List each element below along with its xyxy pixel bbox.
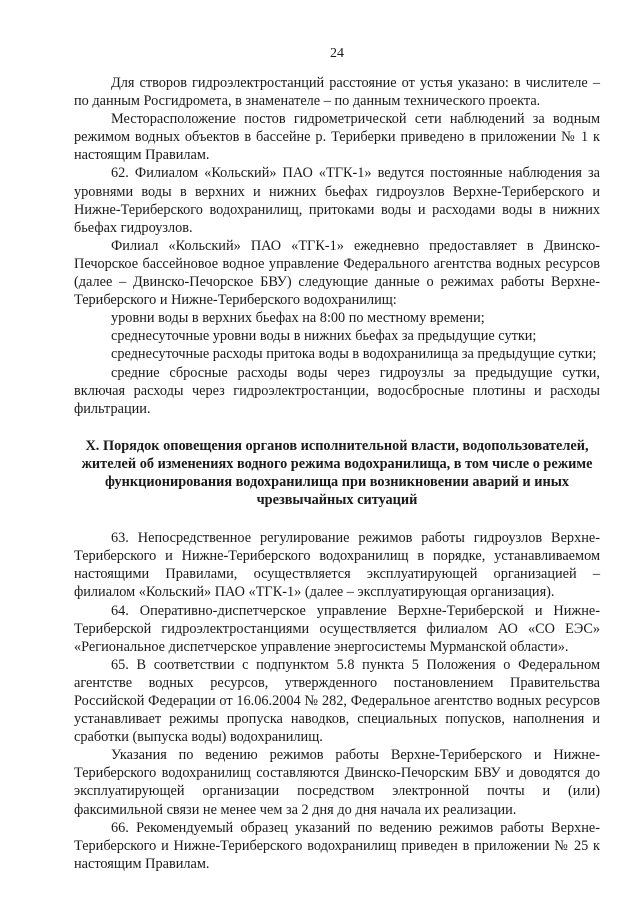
paragraph-63-regulation: 63. Непосредственное регулирование режимов работы гидроузлов Верхне-Териберского и Нижне-Териберского водохранилищ в порядке, устанавливаемом настоящими Правилами, осуществляется эксплуатирующей организацией – филиалом «Кольский» ПАО «ТГК-1» (далее – эксплуатирующая организация).	[74, 530, 600, 601]
document-body	[74, 74, 600, 873]
paragraph-64-dispatch: 64. Оперативно-диспетчерское управление Верхне-Териберской и Нижне-Териберской гидроэлектростанциями осуществляется филиалом АО «СО ЕЭС» «Региональное диспетчерское управление энергосистемы Мурманской области».	[74, 602, 600, 655]
section-heading-line-3: функционирования водохранилища при возникновении аварий и иных	[104, 473, 570, 490]
list-item-release-discharge: средние сбросные расходы воды через гидроузлы за предыдущие сутки, включая расходы через гидроэлектростанции, водосбросные плотины и расходы фильтрации.	[74, 364, 600, 417]
paragraph-daily-reporting: Филиал «Кольский» ПАО «ТГК-1» ежедневно предоставляет в Двинско-Печорское бассейновое водное управление Федерального агентства водных ресурсов (далее – Двинско-Печорское БВУ) следующие данные о режимах работы Верхне-Териберского и Нижне-Териберского водохранилищ:	[74, 237, 600, 309]
section-heading-line-2: жителей об изменениях водного режима водохранилища, в том числе о режиме	[81, 455, 593, 472]
section-heading-x	[74, 437, 600, 509]
list-item-upper-pool-levels: уровни воды в верхних бьефах на 8:00 по местному времени;	[111, 310, 485, 327]
section-heading-line-1: X. Порядок оповещения органов исполнительной власти, водопользователей,	[85, 437, 589, 454]
list-item-inflow-discharge: среднесуточные расходы притока воды в водохранилища за предыдущие сутки;	[111, 346, 597, 363]
paragraph-gauging-posts-location: Месторасположение постов гидрометрической сети наблюдений за водным режимом водных объектов в бассейне р. Териберки приведено в приложении № 1 к настоящим Правилам.	[74, 111, 600, 164]
paragraph-62-observations: 62. Филиалом «Кольский» ПАО «ТГК-1» ведутся постоянные наблюдения за уровнями воды в верхних и нижних бьефах гидроузлов Верхне-Териберского и Нижне-Териберского водохранилищ, притоками воды и расходами воды в нижних бьефах гидроузлов.	[74, 165, 600, 236]
paragraph-station-distance-note: Для створов гидроэлектростанций расстояние от устья указано: в числителе – по данным Росгидромета, в знаменателе – по данным технического проекта.	[74, 75, 600, 110]
page-number: 24	[330, 46, 344, 61]
section-heading-line-4: чрезвычайных ситуаций	[256, 492, 418, 509]
list-item-lower-pool-levels: среднесуточные уровни воды в нижних бьефах за предыдущие сутки;	[111, 328, 537, 345]
paragraph-66-sample-form: 66. Рекомендуемый образец указаний по ведению режимов работы Верхне-Териберского и Нижне-Териберского водохранилищ приведен в приложении № 25 к настоящим Правилам.	[74, 819, 600, 872]
paragraph-instructions-delivery: Указания по ведению режимов работы Верхне-Териберского и Нижне-Териберского водохранилищ составляются Двинско-Печорским БВУ и доводятся до эксплуатирующей организации посредством электронной почты и (или) факсимильной связи не менее чем за 2 дня до дня начала их реализации.	[74, 747, 600, 818]
paragraph-65-regulations: 65. В соответствии с подпунктом 5.8 пункта 5 Положения о Федеральном агентстве водных ресурсов, утвержденного постановлением Правительства Российской Федерации от 16.06.2004 № 282, Федеральное агентство водных ресурсов устанавливает режимы пропуска наводков, специальных попусков, наполнения и сработки (выпуска воды) водохранилищ.	[74, 656, 600, 746]
